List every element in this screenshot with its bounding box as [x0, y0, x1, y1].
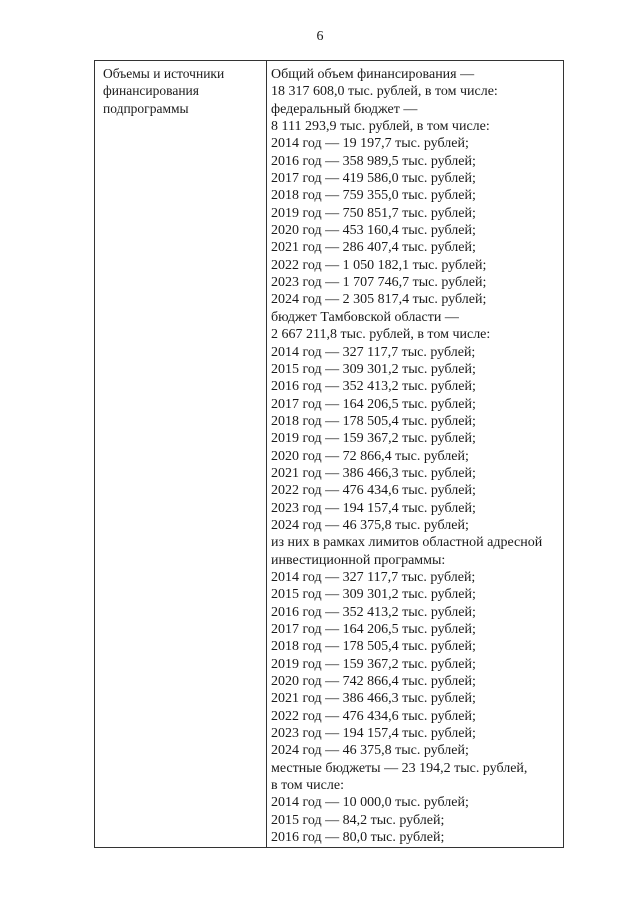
financing-line: 2021 год — 386 466,3 тыс. рублей; — [271, 691, 476, 707]
financing-line: инвестиционной программы: — [271, 552, 446, 568]
financing-line: 2016 год — 358 989,5 тыс. рублей; — [271, 153, 476, 169]
financing-line: 2024 год — 2 305 817,4 тыс. рублей; — [271, 292, 487, 308]
financing-line: федеральный бюджет — — [271, 101, 418, 117]
label-line: подпрограммы — [103, 100, 189, 116]
financing-line: из них в рамках лимитов областной адресной — [271, 535, 543, 551]
financing-line: 2019 год — 159 367,2 тыс. рублей; — [271, 431, 476, 447]
financing-line: 2019 год — 159 367,2 тыс. рублей; — [271, 656, 476, 672]
financing-line: 2014 год — 10 000,0 тыс. рублей; — [271, 795, 469, 811]
financing-line: 2022 год — 476 434,6 тыс. рублей; — [271, 708, 476, 724]
financing-line: бюджет Тамбовской области — — [271, 309, 459, 325]
financing-line: Общий объем финансирования — — [271, 67, 475, 82]
financing-line: 2016 год — 352 413,2 тыс. рублей; — [271, 604, 476, 620]
page-number: 6 — [316, 29, 324, 44]
financing-line: 2014 год — 327 117,7 тыс. рублей; — [271, 569, 476, 585]
column-divider — [266, 61, 267, 847]
financing-line: 2020 год — 72 866,4 тыс. рублей; — [271, 448, 469, 464]
financing-line: 2014 год — 327 117,7 тыс. рублей; — [271, 344, 476, 360]
financing-line: в том числе: — [271, 778, 344, 794]
label-line: финансирования — [103, 83, 199, 99]
financing-line: 2020 год — 453 160,4 тыс. рублей; — [271, 223, 476, 239]
financing-line: 2017 год — 419 586,0 тыс. рублей; — [271, 171, 476, 187]
financing-line: 2016 год — 80,0 тыс. рублей; — [271, 830, 445, 846]
financing-line: 2017 год — 164 206,5 тыс. рублей; — [271, 622, 476, 637]
financing-line: 8 111 293,9 тыс. рублей, в том числе: — [271, 119, 490, 135]
financing-line: 2014 год — 19 197,7 тыс. рублей; — [271, 136, 469, 152]
financing-line: 2018 год — 178 505,4 тыс. рублей; — [271, 639, 476, 655]
financing-line: 2018 год — 759 355,0 тыс. рублей; — [271, 188, 476, 204]
financing-line: 2023 год — 1 707 746,7 тыс. рублей; — [271, 275, 487, 291]
financing-line: 2016 год — 352 413,2 тыс. рублей; — [271, 379, 476, 395]
table-row-label — [103, 65, 263, 117]
label-line: Объемы и источники — [103, 66, 225, 81]
financing-line: 2024 год — 46 375,8 тыс. рублей; — [271, 517, 469, 533]
financing-line: 2023 год — 194 157,4 тыс. рублей; — [271, 726, 476, 742]
financing-line: 2021 год — 286 407,4 тыс. рублей; — [271, 240, 476, 256]
financing-line: 2018 год — 178 505,4 тыс. рублей; — [271, 413, 476, 429]
financing-line: 2023 год — 194 157,4 тыс. рублей; — [271, 500, 476, 516]
financing-line: 2022 год — 476 434,6 тыс. рублей; — [271, 483, 476, 499]
financing-line: 18 317 608,0 тыс. рублей, в том числе: — [271, 84, 498, 100]
financing-line: 2024 год — 46 375,8 тыс. рублей; — [271, 743, 469, 759]
financing-line: 2021 год — 386 466,3 тыс. рублей; — [271, 465, 476, 481]
financing-line: 2015 год — 309 301,2 тыс. рублей; — [271, 587, 476, 603]
financing-details — [271, 66, 563, 846]
financing-line: 2017 год — 164 206,5 тыс. рублей; — [271, 396, 476, 412]
financing-line: 2022 год — 1 050 182,1 тыс. рублей; — [271, 257, 487, 273]
financing-line: 2020 год — 742 866,4 тыс. рублей; — [271, 674, 476, 690]
financing-line: местные бюджеты — 23 194,2 тыс. рублей, — [271, 760, 528, 776]
financing-line: 2 667 211,8 тыс. рублей, в том числе: — [271, 327, 491, 343]
financing-table — [94, 60, 564, 848]
financing-line: 2019 год — 750 851,7 тыс. рублей; — [271, 205, 476, 221]
financing-line: 2015 год — 84,2 тыс. рублей; — [271, 812, 445, 828]
financing-line: 2015 год — 309 301,2 тыс. рублей; — [271, 361, 476, 377]
